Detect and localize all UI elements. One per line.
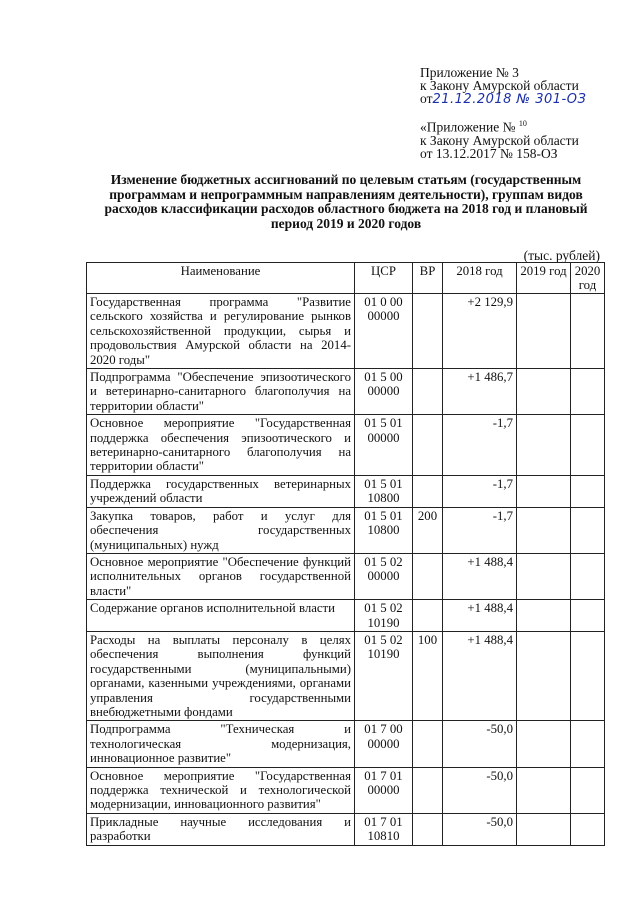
cell-name: Прикладные научные исследования и разработки	[87, 813, 355, 845]
table-row	[87, 415, 605, 476]
table-body	[87, 294, 605, 846]
cell-y2018: -50,0	[443, 721, 517, 767]
quoted-appendix-block	[420, 117, 579, 160]
cell-y2020	[571, 415, 605, 476]
cell-name: Подпрограмма "Техническая и технологическая модернизация, инновационное развитие"	[87, 721, 355, 767]
cell-csr: 01 5 02 00000	[355, 553, 413, 599]
appendix-block	[420, 66, 586, 106]
cell-vr: 200	[413, 507, 443, 553]
cell-vr	[413, 369, 443, 415]
cell-y2019	[517, 600, 571, 632]
header-vr: ВР	[413, 263, 443, 294]
cell-csr: 01 7 01 10810	[355, 813, 413, 845]
cell-csr: 01 7 00 00000	[355, 721, 413, 767]
appendix-date-prefix: от	[420, 91, 433, 106]
header-2020: 2020 год	[571, 263, 605, 294]
table-row	[87, 767, 605, 813]
header-2019: 2019 год	[517, 263, 571, 294]
cell-y2019	[517, 369, 571, 415]
table-header-row	[87, 263, 605, 294]
cell-vr	[413, 813, 443, 845]
cell-vr	[413, 600, 443, 632]
cell-csr: 01 5 01 10800	[355, 475, 413, 507]
budget-table	[86, 262, 605, 846]
cell-csr: 01 5 01 00000	[355, 415, 413, 476]
appendix-date-line	[420, 92, 586, 106]
cell-y2019	[517, 507, 571, 553]
cell-y2018: +1 488,4	[443, 553, 517, 599]
cell-name: Подпрограмма "Обеспечение эпизоотического и ветеринарно-санитарного благополучия на территории области"	[87, 369, 355, 415]
cell-y2019	[517, 294, 571, 369]
cell-csr: 01 5 02 10190	[355, 631, 413, 720]
cell-y2020	[571, 475, 605, 507]
appendix-number: Приложение № 3	[420, 65, 519, 80]
cell-y2019	[517, 631, 571, 720]
cell-y2020	[571, 600, 605, 632]
table-row	[87, 813, 605, 845]
cell-y2019	[517, 721, 571, 767]
cell-y2020	[571, 507, 605, 553]
cell-y2018: +2 129,9	[443, 294, 517, 369]
cell-name: Закупка товаров, работ и услуг для обеспечения государственных (муниципальных) нужд	[87, 507, 355, 553]
cell-vr	[413, 721, 443, 767]
table-row	[87, 721, 605, 767]
cell-vr	[413, 767, 443, 813]
cell-vr	[413, 475, 443, 507]
cell-name: Основное мероприятие "Государственная поддержка обеспечения эпизоотического и ветеринарно-санитарного благополучия на территории области"	[87, 415, 355, 476]
cell-y2019	[517, 475, 571, 507]
cell-vr	[413, 294, 443, 369]
header-name: Наименование	[87, 263, 355, 294]
table-row	[87, 475, 605, 507]
document-title: Изменение бюджетных ассигнований по целевым статьям (государственным программам и непрограммным направлениям деятельности), группам видов расходов классификации расходов областного бюджета на 2018 год и плановый период 2019 и 2020 годов	[104, 172, 588, 231]
cell-csr: 01 0 00 00000	[355, 294, 413, 369]
units-label: (тыс. рублей)	[523, 248, 600, 263]
cell-y2020	[571, 813, 605, 845]
table-row	[87, 600, 605, 632]
header-csr: ЦСР	[355, 263, 413, 294]
cell-y2019	[517, 415, 571, 476]
cell-csr: 01 7 01 00000	[355, 767, 413, 813]
cell-y2020	[571, 721, 605, 767]
cell-csr: 01 5 02 10190	[355, 600, 413, 632]
cell-y2018: -1,7	[443, 507, 517, 553]
appendix-law: к Закону Амурской области	[420, 78, 579, 93]
cell-vr	[413, 553, 443, 599]
cell-name: Основное мероприятие "Государственная поддержка технической и технологической модернизации, инновационного развития"	[87, 767, 355, 813]
cell-y2018: -1,7	[443, 415, 517, 476]
cell-csr: 01 5 01 10800	[355, 507, 413, 553]
cell-y2020	[571, 369, 605, 415]
table-row	[87, 507, 605, 553]
cell-y2020	[571, 294, 605, 369]
cell-y2020	[571, 767, 605, 813]
cell-y2018: -50,0	[443, 767, 517, 813]
cell-name: Основное мероприятие "Обеспечение функций исполнительных органов государственной власти"	[87, 553, 355, 599]
table-row	[87, 631, 605, 720]
cell-y2019	[517, 553, 571, 599]
appendix-superscript: 10	[518, 119, 527, 128]
cell-name: Содержание органов исполнительной власти	[87, 600, 355, 632]
cell-y2018: +1 488,4	[443, 631, 517, 720]
cell-y2018: -1,7	[443, 475, 517, 507]
cell-name: Расходы на выплаты персоналу в целях обеспечения выполнения функций государственными (муниципальными) органами, казенными учреждениями, органами управления государственными внебюджетными фондами	[87, 631, 355, 720]
cell-vr	[413, 415, 443, 476]
cell-csr: 01 5 00 00000	[355, 369, 413, 415]
header-2018: 2018 год	[443, 263, 517, 294]
cell-y2018: +1 486,7	[443, 369, 517, 415]
cell-y2020	[571, 631, 605, 720]
cell-name: Поддержка государственных ветеринарных учреждений области	[87, 475, 355, 507]
cell-y2019	[517, 813, 571, 845]
cell-vr: 100	[413, 631, 443, 720]
table-row	[87, 369, 605, 415]
cell-y2019	[517, 767, 571, 813]
quoted-appendix-date: от 13.12.2017 № 158-ОЗ	[420, 145, 558, 161]
handwritten-date-number: 21.12.2018 № 301-ОЗ	[432, 92, 587, 107]
quoted-appendix-law: к Закону Амурской области	[420, 132, 579, 148]
cell-y2018: -50,0	[443, 813, 517, 845]
quoted-appendix-number	[420, 117, 579, 134]
cell-y2018: +1 488,4	[443, 600, 517, 632]
cell-name: Государственная программа "Развитие сельского хозяйства и регулирование рынков сельскохозяйственной продукции, сырья и продовольствия Амурской области на 2014-2020 годы"	[87, 294, 355, 369]
quoted-appendix-label: «Приложение №	[420, 119, 519, 135]
table-row	[87, 553, 605, 599]
table-row	[87, 294, 605, 369]
cell-y2020	[571, 553, 605, 599]
